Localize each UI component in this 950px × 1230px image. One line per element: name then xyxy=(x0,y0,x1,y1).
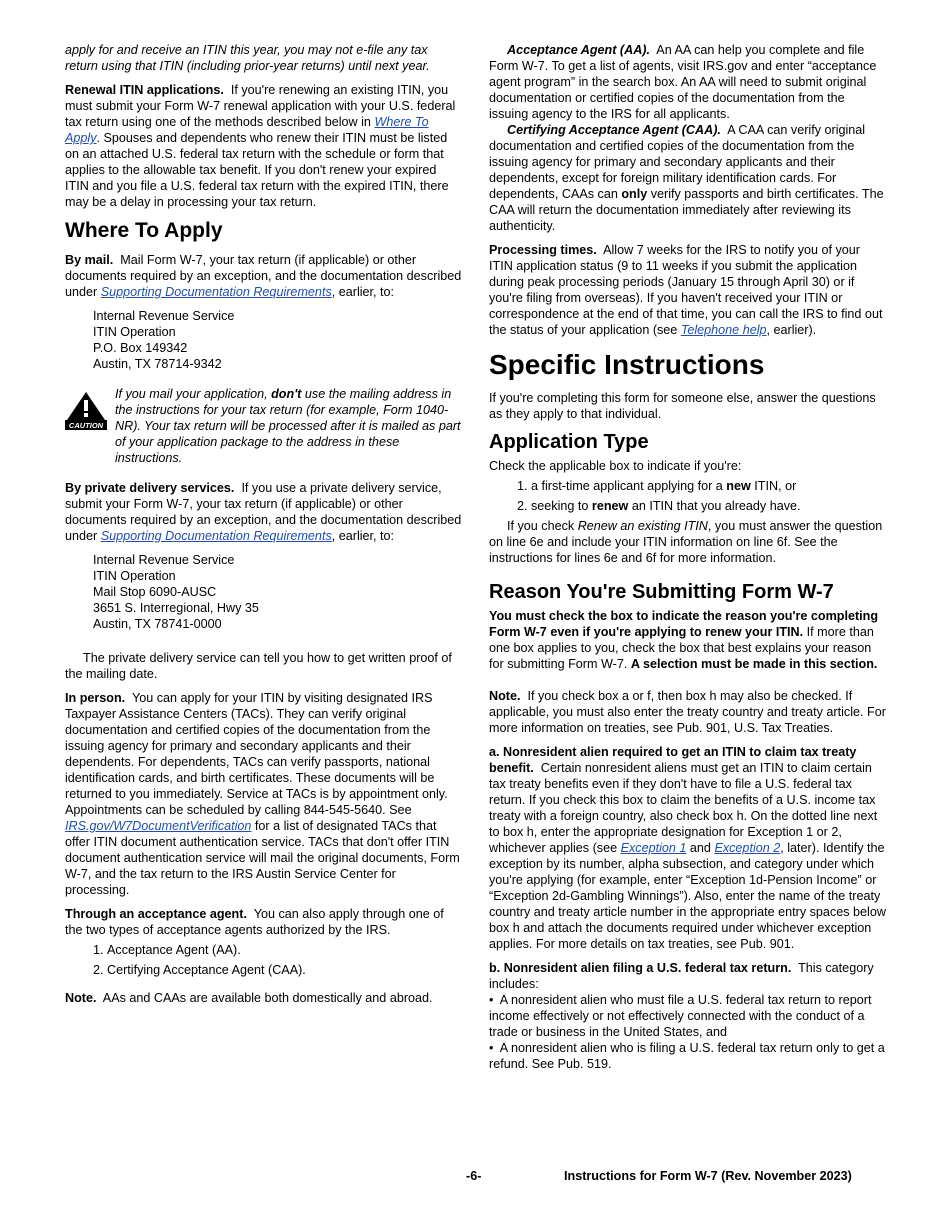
private-proof: The private delivery service can tell you how to get written proof of the mailing date. xyxy=(65,651,452,681)
left-column xyxy=(65,42,463,1014)
renewal-paragraph: Renewal ITIN applications. If you're renewing an existing ITIN, you must submit your Form W-7 renewal application with your U.S. federal tax return using one of the methods described below in Where To Apply. Spouses and dependents who renew their ITIN must be listed on an attached U.S. federal tax return with the schedule or form that applies to the allowable tax benefit. If you don't renew your expired ITIN and you file a U.S. federal tax return with the expired ITIN, there may be a delay in processing your tax return. xyxy=(65,83,456,209)
note-paragraph: Note. AAs and CAAs are available both domestically and abroad. xyxy=(65,991,433,1005)
where-to-apply-link[interactable]: Where To Apply xyxy=(65,115,429,145)
agent-list xyxy=(65,942,463,978)
w7-doc-verification-link[interactable]: IRS.gov/W7DocumentVerification xyxy=(65,819,252,833)
app-type-intro: Check the applicable box to indicate if you're: xyxy=(489,459,742,473)
caution-note: CAUTION If you mail your application, don't use the mailing address in the instructions for your tax return (for example, Form 1040-NR). Your tax return will be processed after it is mailed as part of your application package to the address in these instructions. xyxy=(65,386,463,466)
item-b-bullets xyxy=(489,992,887,1072)
list-item: 2. Certifying Acceptance Agent (CAA). xyxy=(107,962,463,978)
item-b-paragraph: b. Nonresident alien filing a U.S. federal tax return. This category includes: xyxy=(489,961,874,991)
document-title: Instructions for Form W-7 (Rev. November 2023) xyxy=(564,1169,852,1183)
telephone-help-link[interactable]: Telephone help xyxy=(680,323,767,337)
private-address: Internal Revenue Service ITIN Operation Mail Stop 6090-AUSC 3651 S. Interregional, Hwy 35 Austin, TX 78741-0000 xyxy=(93,553,259,631)
specific-instructions-heading: Specific Instructions xyxy=(489,349,765,380)
reason-heading: Reason You're Submitting Form W-7 xyxy=(489,581,834,603)
private-delivery-paragraph: By private delivery services. If you use a private delivery service, submit your Form W-7, your tax return (if applicable) or other documents required by an exception, and the documentation described under Supporting Documentation Requirements, earlier, to: xyxy=(65,481,462,543)
aa-paragraph: Acceptance Agent (AA). An AA can help you complete and file Form W-7. To get a list of agents, visit IRS.gov and enter “acceptance agent program” in the search box. An AA will need to submit original documentation or certified copies of the documentation from the issuing agency to the IRS for all applicants. xyxy=(489,43,877,121)
application-type-heading: Application Type xyxy=(489,431,649,453)
mail-address: Internal Revenue Service ITIN Operation P.O. Box 149342 Austin, TX 78714-9342 xyxy=(93,309,235,371)
reason-note: Note. If you check box a or f, then box h may also be checked. If applicable, you must also enter the treaty country and treaty article. For more information on treaties, see Pub. 901, U.S. Tax Treaties. xyxy=(489,689,886,735)
right-column xyxy=(489,42,887,1072)
caution-icon-label: CAUTION xyxy=(68,421,104,430)
in-person-paragraph: In person. You can apply for your ITIN by visiting designated IRS Taxpayer Assistance Centers (TACs). They can verify original documentation and certified copies of the documentation from the issuing agency for primary and secondary applicants and their dependents. For dependents, TACs can verify passports, national identification cards, and birth certificates. These documents will be returned to you immediately. Service at TACs is by appointment only. Appointments can be scheduled by calling 844-545-5640. See IRS.gov/W7DocumentVerification for a list of designated TACs that offer ITIN document authentication service. TACs that don't offer ITIN document authentication service will mail the original documents, Form W-7, and the tax return to the IRS Austin Service Center for processing. xyxy=(65,691,460,897)
acceptance-agent-paragraph: Through an acceptance agent. You can also apply through one of the two types of acceptance agents authorized by the IRS. xyxy=(65,907,444,937)
list-item: 1. Acceptance Agent (AA). xyxy=(107,942,463,958)
supporting-docs-link[interactable]: Supporting Documentation Requirements xyxy=(100,285,332,299)
renew-paragraph: If you check Renew an existing ITIN, you must answer the question on line 6e and include your ITIN information on line 6f. See the instructions for lines 6e and 6f for more information. xyxy=(489,519,883,565)
exception-2-link[interactable]: Exception 2 xyxy=(714,841,781,855)
list-item: 2. seeking to renew an ITIN that you already have. xyxy=(531,498,887,514)
list-item: • A nonresident alien who is filing a U.S. federal tax return only to get a refund. See Pub. 519. xyxy=(489,1041,885,1071)
reason-paragraph: You must check the box to indicate the reason you're completing Form W-7 even if you're applying to renew your ITIN. If more than one box applies to you, check the box that best explains your reason for submitting Form W-7. A selection must be made in this section. xyxy=(489,609,879,671)
application-type-list xyxy=(489,478,887,514)
page-number: -6- xyxy=(466,1169,482,1183)
by-mail-paragraph: By mail. Mail Form W-7, your tax return (if applicable) or other documents required by an exception, and the documentation described under Supporting Documentation Requirements, earlier, to: xyxy=(65,253,462,299)
where-to-apply-heading: Where To Apply xyxy=(65,219,223,242)
caa-paragraph: Certifying Acceptance Agent (CAA). A CAA can verify original documentation and certified copies of the documentation from the issuing agency for primary and secondary applicants and their dependents, except for foreign military identification cards. For dependents, CAAs can only verify passports and birth certificates. The CAA will return the documentation immediately after reviewing its authenticity. xyxy=(489,123,884,233)
exception-1-link[interactable]: Exception 1 xyxy=(620,841,687,855)
item-a-paragraph: a. Nonresident alien required to get an ITIN to claim tax treaty benefit. Certain nonresident aliens must get an ITIN to claim certain tax treaty benefits even if they don't have to file a U.S. federal tax return. If you check this box to claim the benefits of a U.S. income tax treaty with a foreign country, also check box h. On the dotted line next to box h, enter the appropriate designation for Exception 1 or 2, whichever applies (see Exception 1 and Exception 2, later). Identify the exception by its number, alpha subsection, and category under which you're applying (for example, enter “Exception 1d-Pension Income” or “Exception 2d-Gambling Winnings”). Also, enter the name of the treaty country and treaty article number in the appropriate entry spaces below box h and attach the documents required under whichever exception applies. For more details on tax treaties, see Pub. 901. xyxy=(489,745,886,951)
specific-intro: If you're completing this form for someone else, answer the questions as they apply to that individual. xyxy=(489,391,876,421)
list-item: 1. a first-time applicant applying for a new ITIN, or xyxy=(531,478,887,494)
caution-icon xyxy=(65,390,107,430)
processing-paragraph: Processing times. Allow 7 weeks for the IRS to notify you of your ITIN application status (9 to 11 weeks if you submit the application during peak processing periods (January 15 through April 30) or if you're filing from overseas). If you haven't received your ITIN or correspondence at the end of that time, you can call the IRS to find out the status of your application (see Telephone help, earlier). xyxy=(489,243,883,337)
list-item: • A nonresident alien who must file a U.S. federal tax return to report income effectively or not effectively connected with the conduct of a trade or business in the United States, and xyxy=(489,993,872,1039)
supporting-docs-link-2[interactable]: Supporting Documentation Requirements xyxy=(100,529,332,543)
intro-continuation: apply for and receive an ITIN this year, you may not e-file any tax return using that ITIN (including prior-year returns) until next year. xyxy=(65,43,430,73)
renewal-lead: Renewal ITIN applications. xyxy=(65,83,224,97)
